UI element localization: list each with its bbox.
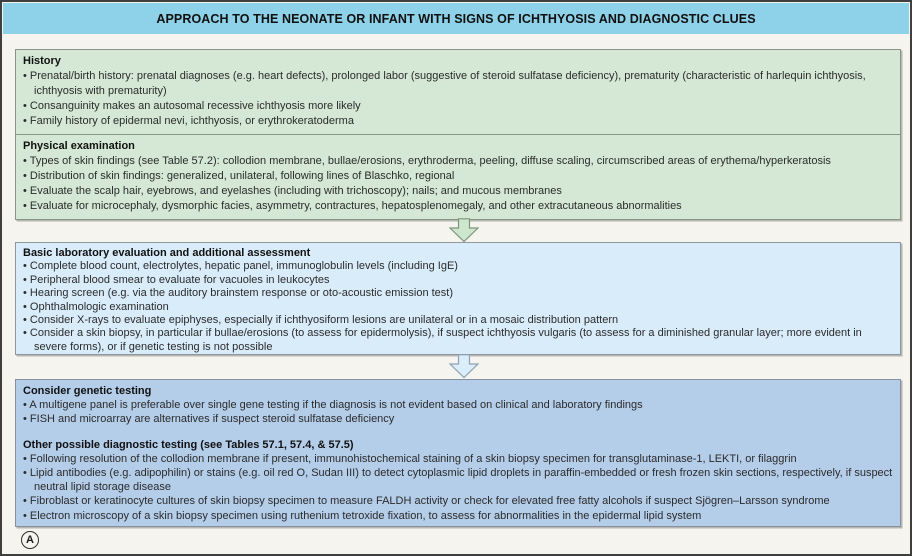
- down-block-arrow-glyph: [449, 354, 479, 379]
- bullet-item: • A multigene panel is preferable over single gene testing if the diagnosis is not evident based on clinical and laboratory findings: [23, 398, 894, 412]
- down-arrow-icon: [449, 218, 479, 243]
- bullet-list: [23, 398, 894, 426]
- bullet-item: • Following resolution of the collodion membrane if present, immunohistochemical staining of a skin biopsy specimen for transglutaminase-1, LEKTI, or filaggrin: [23, 452, 894, 466]
- down-arrow-icon: [449, 354, 479, 379]
- bullet-item: • Electron microscopy of a skin biopsy specimen using ruthenium tetroxide fixation, to assess for abnormalities in the epidermal lipid system: [23, 509, 894, 523]
- bullet-item: • Consanguinity makes an autosomal recessive ichthyosis more likely: [23, 99, 894, 114]
- figure-title: APPROACH TO THE NEONATE OR INFANT WITH SIGNS OF ICHTHYOSIS AND DIAGNOSTIC CLUES: [156, 11, 756, 26]
- bullet-item: • Evaluate the scalp hair, eyebrows, and eyelashes (including with trichoscopy); nails; and mucous membranes: [23, 184, 894, 199]
- title-bar: [3, 3, 909, 34]
- bullet-item: • Hearing screen (e.g. via the auditory brainstem response or oto-acoustic emission test): [23, 287, 894, 300]
- bullet-item: • Fibroblast or keratinocyte cultures of skin biopsy specimen to measure FALDH activity or check for elevated free fatty alcohols if suspect Sjögren–Larsson syndrome: [23, 494, 894, 508]
- bullet-item: • Types of skin findings (see Table 57.2): collodion membrane, bullae/erosions, erythroderma, peeling, diffuse scaling, circumscribed areas of erythema/hyperkeratosis: [23, 154, 894, 169]
- section-heading: History: [23, 55, 61, 67]
- genetic-testing-box: [15, 379, 901, 527]
- box-section: [16, 50, 900, 134]
- panel-label-letter: A: [26, 534, 34, 546]
- bullet-item: • Consider X-rays to evaluate epiphyses, especially if ichthyosiform lesions are unilateral or in a mosaic distribution pattern: [23, 314, 894, 327]
- bullet-item: • Consider a skin biopsy, in particular if bullae/erosions (to assess for epidermolysis), if suspect ichthyosis vulgaris (to assess for a diminished granular layer; more evident in severe forms), or if genetic testing is not possible: [23, 327, 894, 354]
- box-section: [16, 436, 900, 527]
- box-section: [16, 243, 900, 355]
- history-physical-box: [15, 49, 901, 220]
- section-heading: Physical examination: [23, 140, 135, 152]
- bullet-item: • FISH and microarray are alternatives if suspect steroid sulfatase deficiency: [23, 412, 894, 426]
- down-block-arrow-glyph: [449, 218, 479, 243]
- box-section: [16, 134, 900, 219]
- bullet-list: [23, 69, 894, 129]
- bullet-item: • Peripheral blood smear to evaluate for vacuoles in leukocytes: [23, 274, 894, 287]
- section-heading: Basic laboratory evaluation and additional assessment: [23, 247, 311, 259]
- bullet-item: • Lipid antibodies (e.g. adipophilin) or stains (e.g. oil red O, Sudan III) to detect cytoplasmic lipid droplets in paraffin-embedded or fresh frozen skin sections, respectively, if suspect neutral lipid storage disease: [23, 466, 894, 494]
- bullet-item: • Complete blood count, electrolytes, hepatic panel, immunoglobulin levels (including IgE): [23, 260, 894, 273]
- panel-label: [21, 531, 39, 549]
- section-heading: Consider genetic testing: [23, 385, 152, 397]
- box-section: [16, 380, 900, 432]
- bullet-item: • Distribution of skin findings: generalized, unilateral, following lines of Blaschko, regional: [23, 169, 894, 184]
- bullet-item: • Evaluate for microcephaly, dysmorphic facies, asymmetry, contractures, hepatosplenomegaly, and other extracutaneous abnormalities: [23, 199, 894, 214]
- section-heading: Other possible diagnostic testing (see Tables 57.1, 57.4, & 57.5): [23, 438, 354, 451]
- bullet-list: [23, 154, 894, 214]
- bullet-item: • Family history of epidermal nevi, ichthyosis, or erythrokeratoderma: [23, 114, 894, 129]
- bullet-list: [23, 452, 894, 523]
- laboratory-box: [15, 242, 901, 355]
- bullet-list: [23, 260, 894, 354]
- bullet-item: • Ophthalmologic examination: [23, 301, 894, 314]
- bullet-item: • Prenatal/birth history: prenatal diagnoses (e.g. heart defects), prolonged labor (suggestive of steroid sulfatase deficiency), prematurity (characteristic of harlequin ichthyosis, ichthyosis with prematurity): [23, 69, 894, 99]
